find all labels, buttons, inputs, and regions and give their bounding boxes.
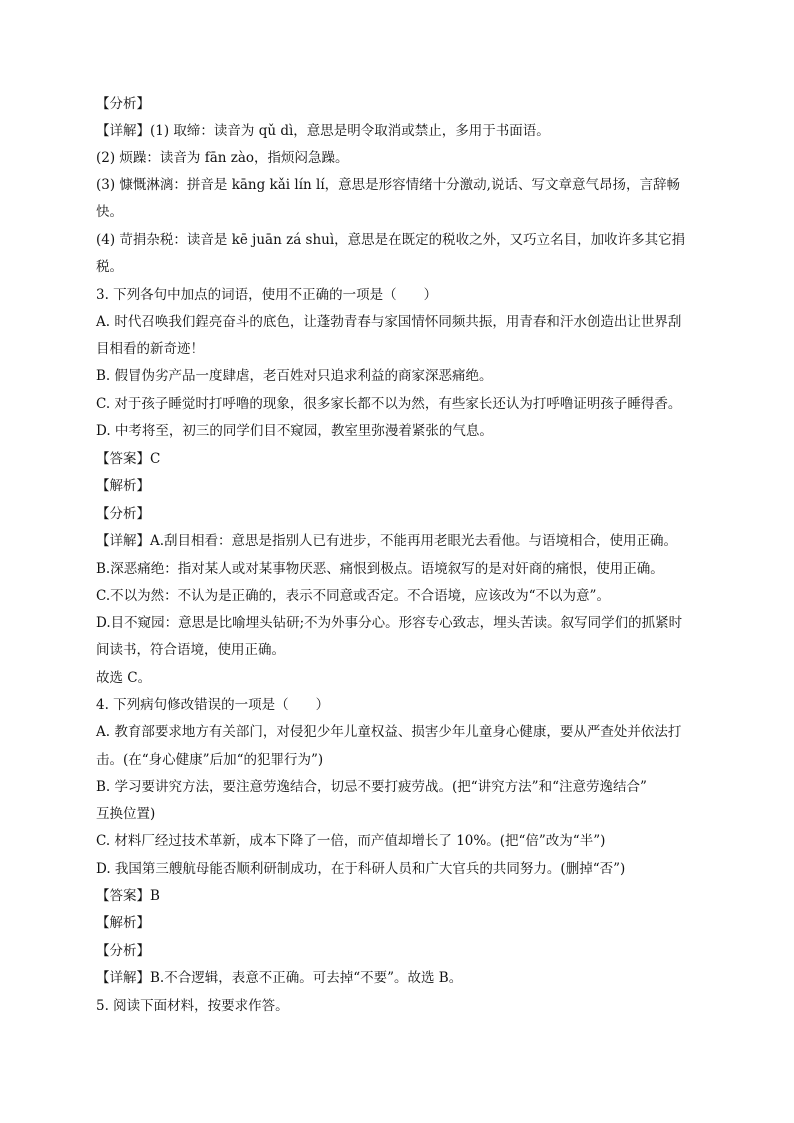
question-3-stem: 3. 下列各句中加点的词语，使用不正确的一项是（ ） [96, 287, 438, 303]
analysis-label: 【分析】 [96, 943, 150, 959]
analysis-label: 【解析】 [96, 915, 150, 931]
text-line: 【详解】(1) 取缔：读音为 qǔ dì，意思是明令取消或禁止，多用于书面语。 [96, 123, 550, 139]
text-line: 【分析】 [96, 96, 150, 112]
answer-label: 【答案】B [96, 888, 160, 904]
text-line: (3) 慷慨淋漓：拼音是 kāng kǎi lín lí，意思是形容情绪十分激动,说话、写文章意气昂扬，言辞畅 [96, 177, 680, 193]
option-d: D. 我国第三艘航母能否顺利研制成功，在于科研人员和广大官兵的共同努力。(删掉“否”) [96, 861, 626, 877]
text-line: (4) 苛捐杂税：读音是 kē juān zá shuì，意思是在既定的税收之外，又巧立名目，加收许多其它捐 [96, 232, 686, 248]
question-5-stem: 5. 阅读下面材料，按要求作答。 [96, 998, 289, 1014]
text-line: 快。 [96, 204, 123, 220]
option-a: A. 教育部要求地方有关部门，对侵犯少年儿童权益、损害少年儿童身心健康，要从严查处并依法打 [96, 724, 682, 740]
text-line: B.深恶痛绝：指对某人或对某事物厌恶、痛恨到极点。语境叙写的是对奸商的痛恨，使用正确。 [96, 561, 664, 577]
text-line: D.目不窥园：意思是比喻埋头钻研;不为外事分心。形容专心致志，埋头苦读。叙写同学们的抓紧时 [96, 615, 683, 631]
analysis-label: 【解析】 [96, 478, 150, 494]
option-b: B. 假冒伪劣产品一度肆虐，老百姓对只追求利益的商家深恶痛绝。 [96, 368, 493, 384]
text-line: 击。(在“身心健康”后加“的犯罪行为”) [96, 752, 324, 768]
option-c: C. 对于孩子睡觉时打呼噜的现象，很多家长都不以为然，有些家长还认为打呼噜证明孩子睡得香。 [96, 396, 682, 412]
text-line: 税。 [96, 259, 123, 275]
text-line: 间读书，符合语境，使用正确。 [96, 642, 285, 658]
option-b: B. 学习要讲究方法，要注意劳逸结合，切忌不要打疲劳战。(把“讲究方法”和“注意劳逸结合” [96, 779, 647, 795]
text-line: 目相看的新奇迹！ [96, 341, 204, 357]
text-line: 【详解】A.刮目相看：意思是指别人已有进步，不能再用老眼光去看他。与语境相合，使用正确。 [96, 533, 678, 549]
text-line: C.不以为然：不认为是正确的，表示不同意或否定。不合语境，应该改为“不以为意”。 [96, 588, 610, 604]
answer-label: 【答案】C [96, 451, 161, 467]
option-c: C. 材料厂经过技术革新，成本下降了一倍，而产值却增长了 10%。(把“倍”改为“半”) [96, 833, 606, 849]
text-line: 【详解】B.不合逻辑，表意不正确。可去掉“不要”。故选 B。 [96, 970, 463, 986]
text-line: (2) 烦躁：读音为 fān zào，指烦闷急躁。 [96, 150, 349, 166]
text-line: 故选 C。 [96, 670, 152, 686]
option-d: D. 中考将至，初三的同学们目不窥园，教室里弥漫着紧张的气息。 [96, 423, 493, 439]
analysis-label: 【分析】 [96, 506, 150, 522]
text-line: 互换位置) [96, 806, 156, 822]
question-4-stem: 4. 下列病句修改错误的一项是（ ） [96, 697, 330, 713]
option-a: A. 时代召唤我们鋥亮奋斗的底色，让蓬勃青春与家国情怀同频共振，用青春和汗水创造出让世界刮 [96, 314, 682, 330]
